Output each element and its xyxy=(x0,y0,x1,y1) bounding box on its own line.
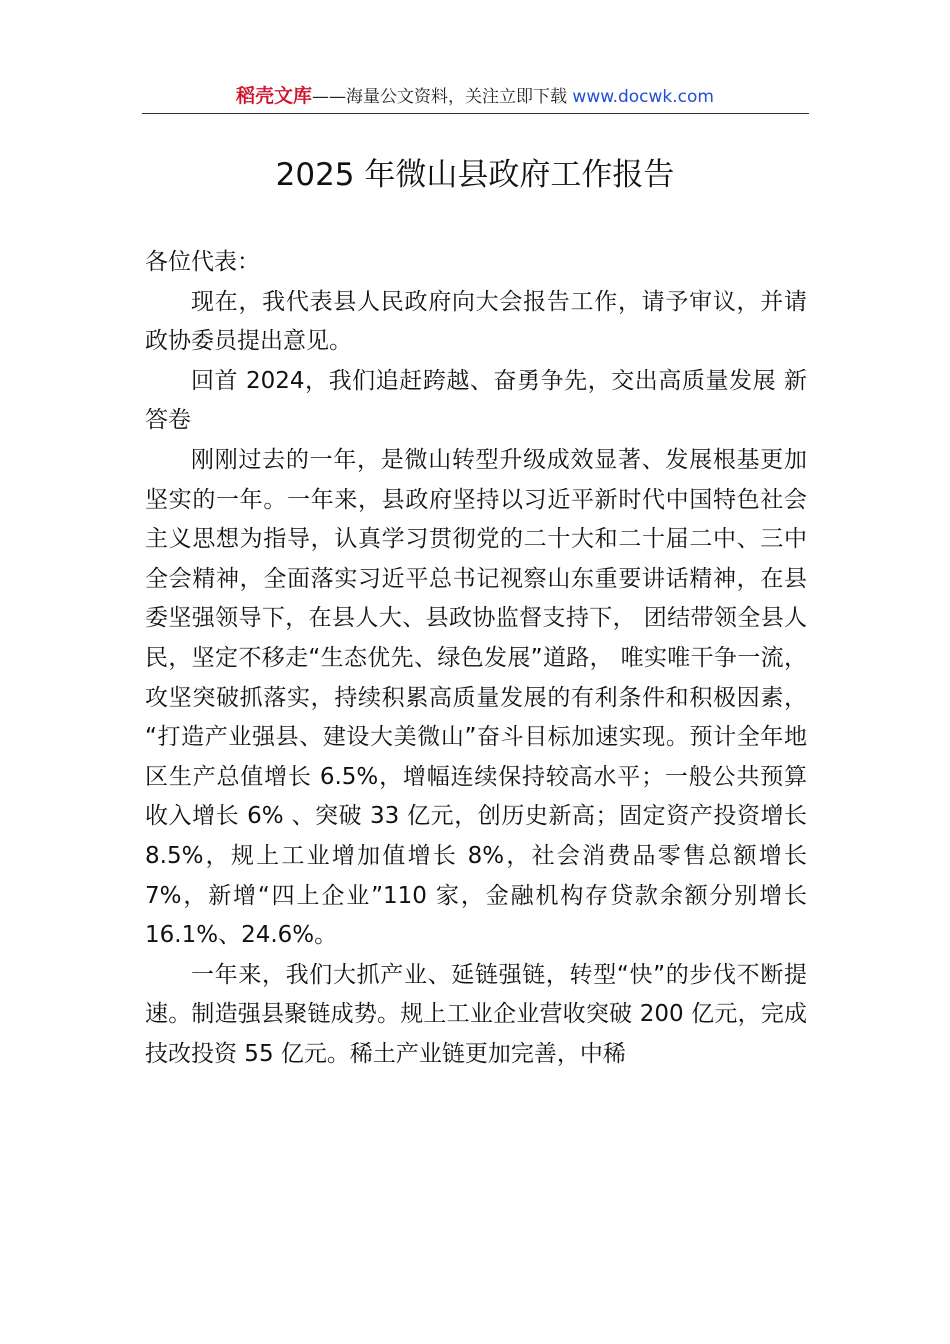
document-header xyxy=(0,84,950,109)
header-tagline: ——海量公文资料，关注立即下载 xyxy=(312,87,568,107)
header-url-link[interactable]: www.docwk.com xyxy=(572,87,714,107)
header-divider xyxy=(142,113,809,114)
salutation: 各位代表： xyxy=(145,249,260,275)
paragraph-review: 刚刚过去的一年，是微山转型升级成效显著、发展根基更加坚实的一年。一年来，县政府坚持以习近平新时代中国特色社会主义思想为指导，认真学习贯彻党的二十大和二十届二中、三中全会精神，全面落实习近平总书记视察山东重要讲话精神，在县委坚强领导下，在县人大、县政协监督支持下， 团结带领全县人民，坚定不移走“生态优先、绿色发展”道路， 唯实唯干争一流，攻坚突破抓落实，持续积累高质量发展的有利条件和积极因素， “打造产业强县、建设大美微山”奋斗目标加速实现。预计全年地区生产总值增长 6.5%，增幅连续保持较高水平；一般公共预算收入增长 6% 、突破 33 亿元，创历史新高；固定资产投资增长 8.5%，规上工业增加值增长 8%，社会消费品零售总额增长 7%，新增“四上企业”110 家，金融机构存贷款余额分别增长 16.1%、24.6%。 xyxy=(145,446,807,949)
paragraph-section-heading: 回首 2024，我们追赶跨越、奋勇争先，交出高质量发展 新答卷 xyxy=(145,367,807,434)
report-body xyxy=(145,243,807,1074)
paragraph-intro: 现在，我代表县人民政府向大会报告工作，请予审议，并请政协委员提出意见。 xyxy=(145,288,807,355)
brand-name[interactable]: 稻壳文库 xyxy=(236,85,313,107)
page-title: 2025 年微山县政府工作报告 xyxy=(275,157,675,193)
paragraph-industry: 一年来，我们大抓产业、延链强链，转型“快”的步伐不断提速。制造强县聚链成势。规上工业企业营收突破 200 亿元，完成技改投资 55 亿元。稀土产业链更加完善，中稀 xyxy=(145,961,807,1067)
